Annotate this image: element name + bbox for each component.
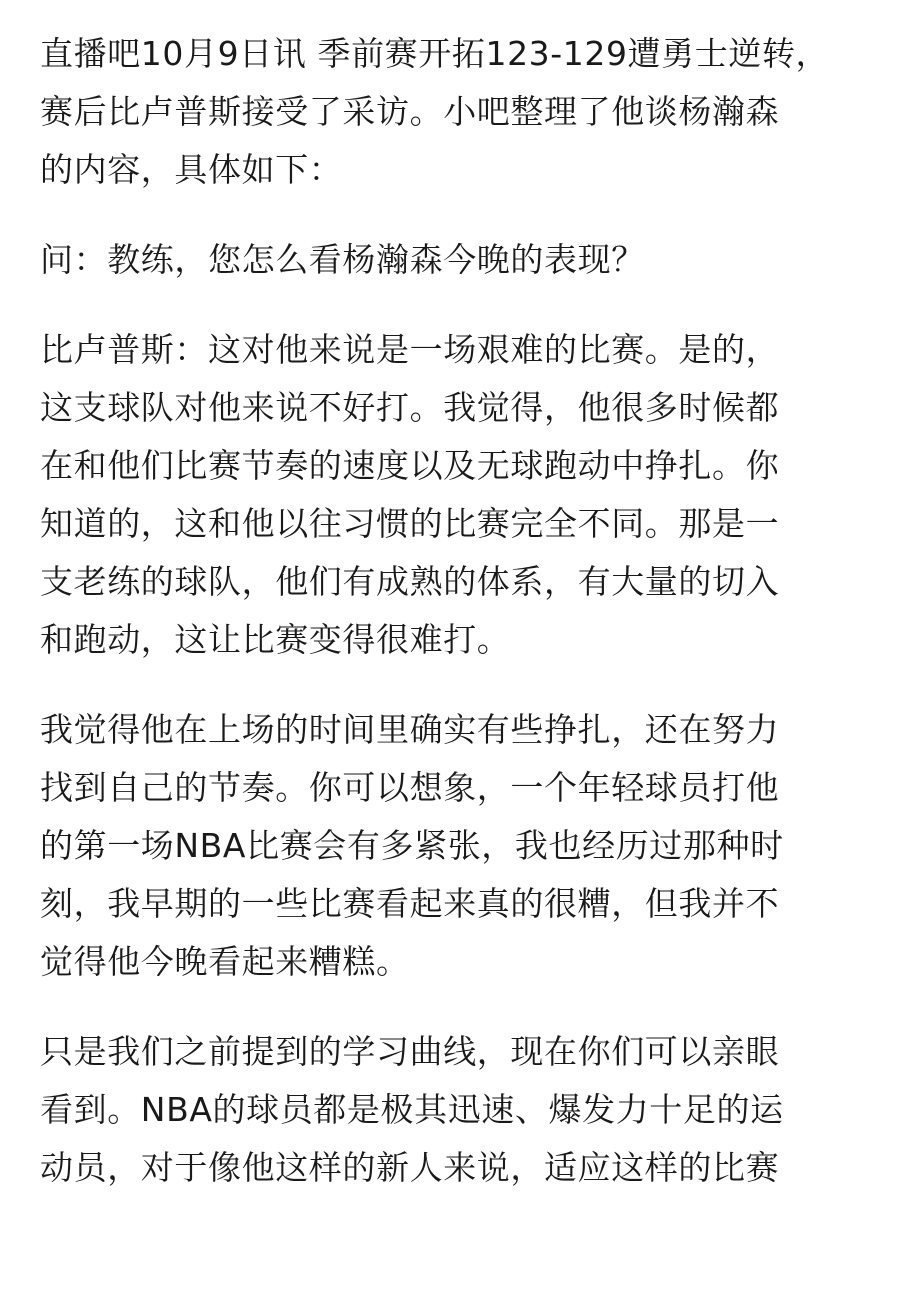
text-line: 直播吧10月9日讯 季前赛开拓123-129遭勇士逆转，: [40, 34, 830, 73]
text-line: 找到自己的节奏。你可以想象，一个年轻球员打他: [40, 768, 780, 807]
article-body: [40, 25, 882, 1229]
paragraph-answer-3: [40, 1023, 882, 1197]
text-line: 动员，对于像他这样的新人来说，适应这样的比赛: [40, 1148, 780, 1187]
text-line: 只是我们之前提到的学习曲线，现在你们可以亲眼: [40, 1032, 780, 1071]
text-line: 比卢普斯：这对他来说是一场艰难的比赛。是的，: [40, 330, 780, 369]
paragraph-intro: [40, 25, 882, 199]
text-line: 赛后比卢普斯接受了采访。小吧整理了他谈杨瀚森: [40, 92, 780, 131]
paragraph-answer-1: [40, 321, 882, 669]
text-line: 这支球队对他来说不好打。我觉得，他很多时候都: [40, 388, 780, 427]
text-line: 觉得他今晚看起来糟糕。: [40, 942, 410, 981]
text-line: 在和他们比赛节奏的速度以及无球跑动中挣扎。你: [40, 446, 780, 485]
text-line: 知道的，这和他以往习惯的比赛完全不同。那是一: [40, 504, 780, 543]
text-line: 的第一场NBA比赛会有多紧张，我也经历过那种时: [40, 826, 784, 865]
text-line: 支老练的球队，他们有成熟的体系，有大量的切入: [40, 562, 780, 601]
text-line: 的内容，具体如下：: [40, 150, 343, 189]
text-line: 我觉得他在上场的时间里确实有些挣扎，还在努力: [40, 710, 780, 749]
text-line: 看到。NBA的球员都是极其迅速、爆发力十足的运: [40, 1090, 784, 1129]
paragraph-answer-2: [40, 701, 882, 991]
text-line: 刻，我早期的一些比赛看起来真的很糟，但我并不: [40, 884, 780, 923]
paragraph-question: [40, 231, 882, 289]
text-line: 和跑动，这让比赛变得很难打。: [40, 620, 511, 659]
text-line: 问：教练，您怎么看杨瀚森今晚的表现？: [40, 240, 645, 279]
